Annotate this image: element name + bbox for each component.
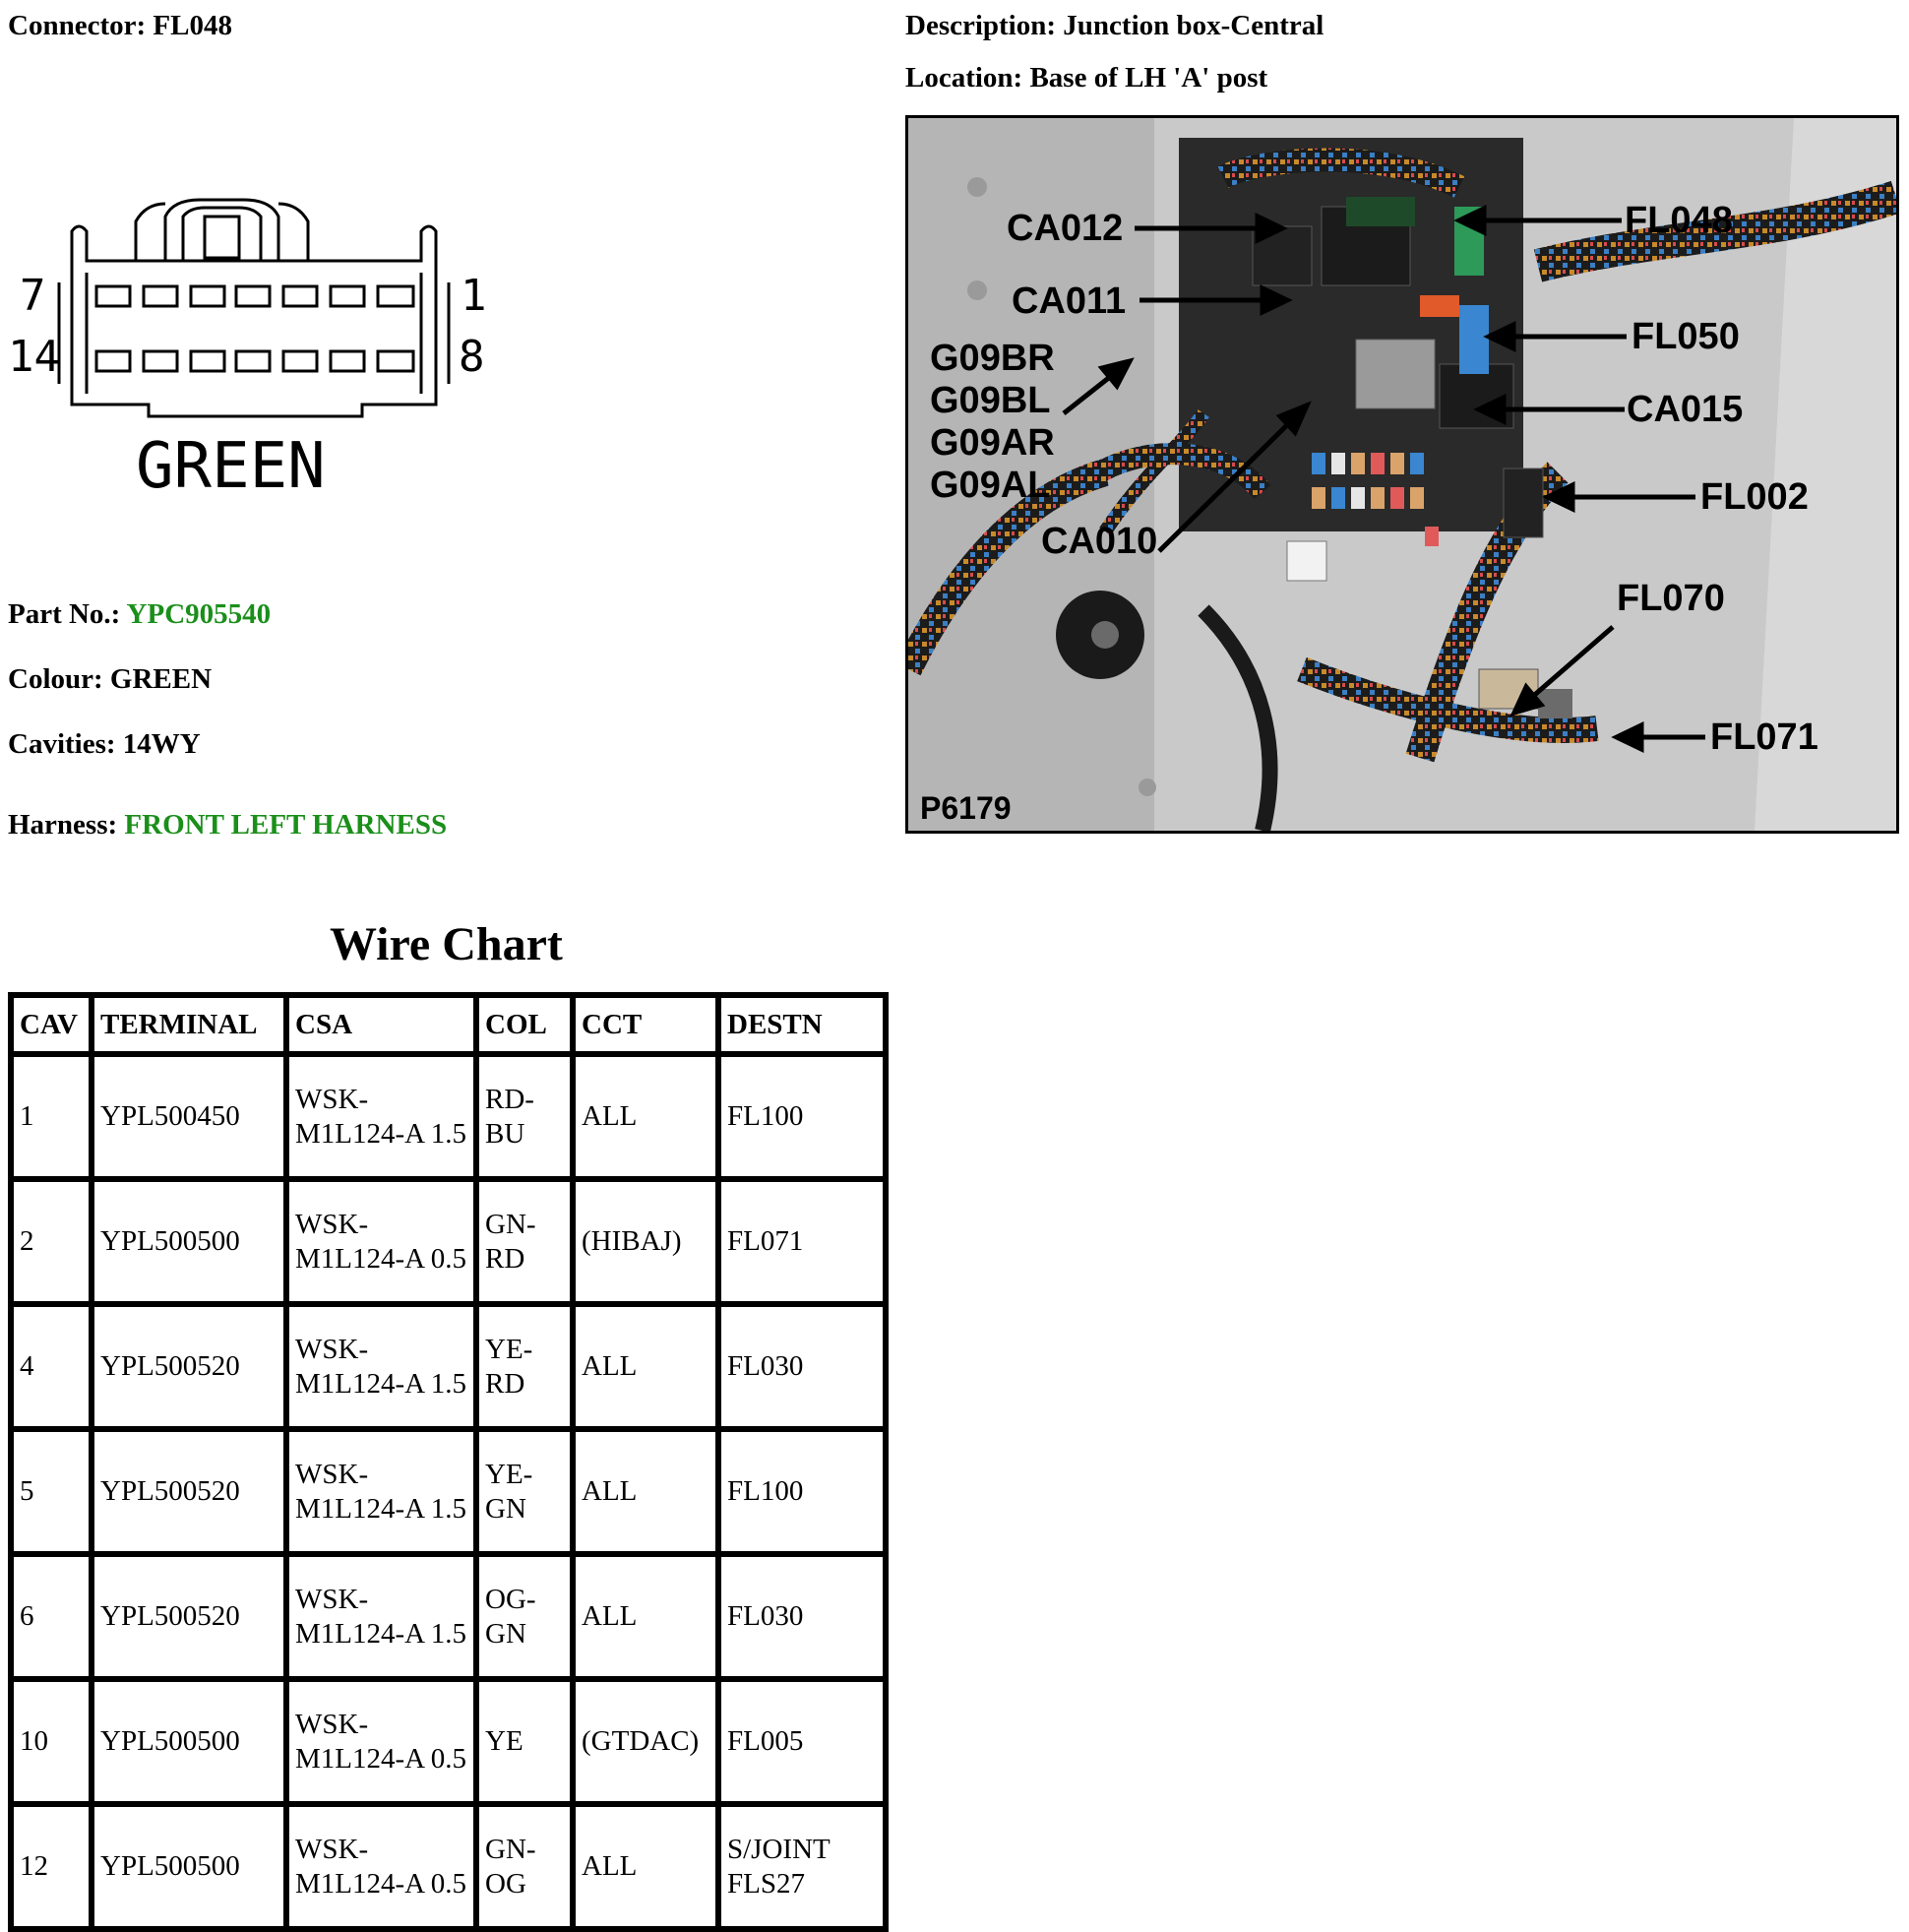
cell-terminal: YPL500450 [92, 1054, 286, 1179]
description-label: Description: [905, 10, 1057, 41]
connector-label: Connector: [8, 10, 147, 41]
cell-col: RD-BU [476, 1054, 573, 1179]
cell-cav: 2 [11, 1179, 92, 1304]
cell-cav: 1 [11, 1054, 92, 1179]
connector-face-diagram [8, 192, 490, 507]
colour-label: Colour: [8, 663, 103, 695]
cell-cav: 4 [11, 1304, 92, 1429]
pin-7-label: 7 [20, 271, 46, 321]
cell-col: YE [476, 1679, 573, 1804]
connector-value: FL048 [153, 10, 232, 41]
callout-g09bl: G09BL [930, 380, 1051, 421]
callout-ca015: CA015 [1627, 389, 1744, 430]
table-row [11, 1429, 886, 1554]
cell-cav: 10 [11, 1679, 92, 1804]
cell-cct: (HIBAJ) [573, 1179, 718, 1304]
table-header-row [11, 995, 886, 1054]
harness-label: Harness: [8, 809, 118, 841]
pin-1-label: 1 [461, 271, 487, 321]
cell-col: GN-RD [476, 1179, 573, 1304]
cell-destn: FL005 [718, 1679, 886, 1804]
cell-col: YE-RD [476, 1304, 573, 1429]
callout-g09ar: G09AR [930, 422, 1055, 464]
photo-reference: P6179 [920, 790, 1012, 826]
cell-col: GN-OG [476, 1804, 573, 1929]
location-label: Location: [905, 62, 1023, 93]
location-heading [905, 62, 1267, 94]
cell-terminal: YPL500520 [92, 1304, 286, 1429]
cell-terminal: YPL500500 [92, 1179, 286, 1304]
cell-terminal: YPL500500 [92, 1804, 286, 1929]
harness-row [8, 809, 447, 841]
cell-csa: WSK-M1L124-A 1.5 [286, 1304, 476, 1429]
cell-csa: WSK-M1L124-A 1.5 [286, 1554, 476, 1679]
wire-chart-title: Wire Chart [330, 918, 563, 970]
wire-chart-table [8, 992, 889, 1932]
callout-ca010: CA010 [1041, 521, 1158, 562]
table-row [11, 1054, 886, 1179]
callout-fl048: FL048 [1625, 200, 1733, 241]
connector-heading [8, 10, 232, 42]
junction-box-illustration [908, 118, 1896, 831]
cell-terminal: YPL500500 [92, 1679, 286, 1804]
cell-destn: S/JOINT FLS27 [718, 1804, 886, 1929]
cell-csa: WSK-M1L124-A 1.5 [286, 1054, 476, 1179]
cell-csa: WSK-M1L124-A 0.5 [286, 1179, 476, 1304]
cell-cct: ALL [573, 1304, 718, 1429]
table-row [11, 1804, 886, 1929]
harness-link[interactable]: FRONT LEFT HARNESS [124, 809, 448, 841]
header-col: COL [476, 995, 573, 1054]
connector-colour-text: GREEN [136, 430, 326, 503]
callout-fl002: FL002 [1700, 476, 1809, 518]
cell-cav: 12 [11, 1804, 92, 1929]
callout-fl070: FL070 [1617, 578, 1725, 619]
table-row [11, 1554, 886, 1679]
table-row [11, 1304, 886, 1429]
table-row [11, 1179, 886, 1304]
cell-destn: FL071 [718, 1179, 886, 1304]
location-value: Base of LH 'A' post [1029, 62, 1268, 93]
cell-cct: ALL [573, 1554, 718, 1679]
cell-destn: FL030 [718, 1554, 886, 1679]
header-csa: CSA [286, 995, 476, 1054]
cell-col: YE-GN [476, 1429, 573, 1554]
callout-fl071: FL071 [1710, 717, 1818, 758]
pin-14-label: 14 [8, 332, 60, 382]
callout-ca012: CA012 [1007, 208, 1124, 249]
cell-destn: FL030 [718, 1304, 886, 1429]
cavities-value: 14WY [122, 728, 201, 760]
cell-cct: (GTDAC) [573, 1679, 718, 1804]
header-cav: CAV [11, 995, 92, 1054]
header-terminal: TERMINAL [92, 995, 286, 1054]
location-photo [905, 115, 1899, 834]
part-number-label: Part No.: [8, 598, 121, 630]
cell-csa: WSK-M1L124-A 0.5 [286, 1804, 476, 1929]
description-value: Junction box-Central [1063, 10, 1324, 41]
cell-terminal: YPL500520 [92, 1429, 286, 1554]
description-heading [905, 10, 1324, 42]
table-row [11, 1679, 886, 1804]
cell-destn: FL100 [718, 1054, 886, 1179]
header-cct: CCT [573, 995, 718, 1054]
header-destn: DESTN [718, 995, 886, 1054]
colour-value: GREEN [109, 663, 213, 695]
cavities-label: Cavities: [8, 728, 116, 760]
cell-cct: ALL [573, 1429, 718, 1554]
cell-col: OG-GN [476, 1554, 573, 1679]
cell-csa: WSK-M1L124-A 0.5 [286, 1679, 476, 1804]
pin-8-label: 8 [459, 332, 485, 382]
cell-cav: 6 [11, 1554, 92, 1679]
cell-cct: ALL [573, 1054, 718, 1179]
callout-g09br: G09BR [930, 338, 1055, 379]
cell-destn: FL100 [718, 1429, 886, 1554]
cell-cav: 5 [11, 1429, 92, 1554]
callout-ca011: CA011 [1012, 280, 1127, 322]
cell-cct: ALL [573, 1804, 718, 1929]
part-number-row [8, 598, 271, 631]
colour-row [8, 663, 212, 696]
cell-terminal: YPL500520 [92, 1554, 286, 1679]
callout-fl050: FL050 [1632, 316, 1740, 357]
part-number-link[interactable]: YPC905540 [126, 598, 272, 630]
cavities-row [8, 728, 201, 761]
callout-g09al: G09AL [930, 465, 1051, 506]
cell-csa: WSK-M1L124-A 1.5 [286, 1429, 476, 1554]
